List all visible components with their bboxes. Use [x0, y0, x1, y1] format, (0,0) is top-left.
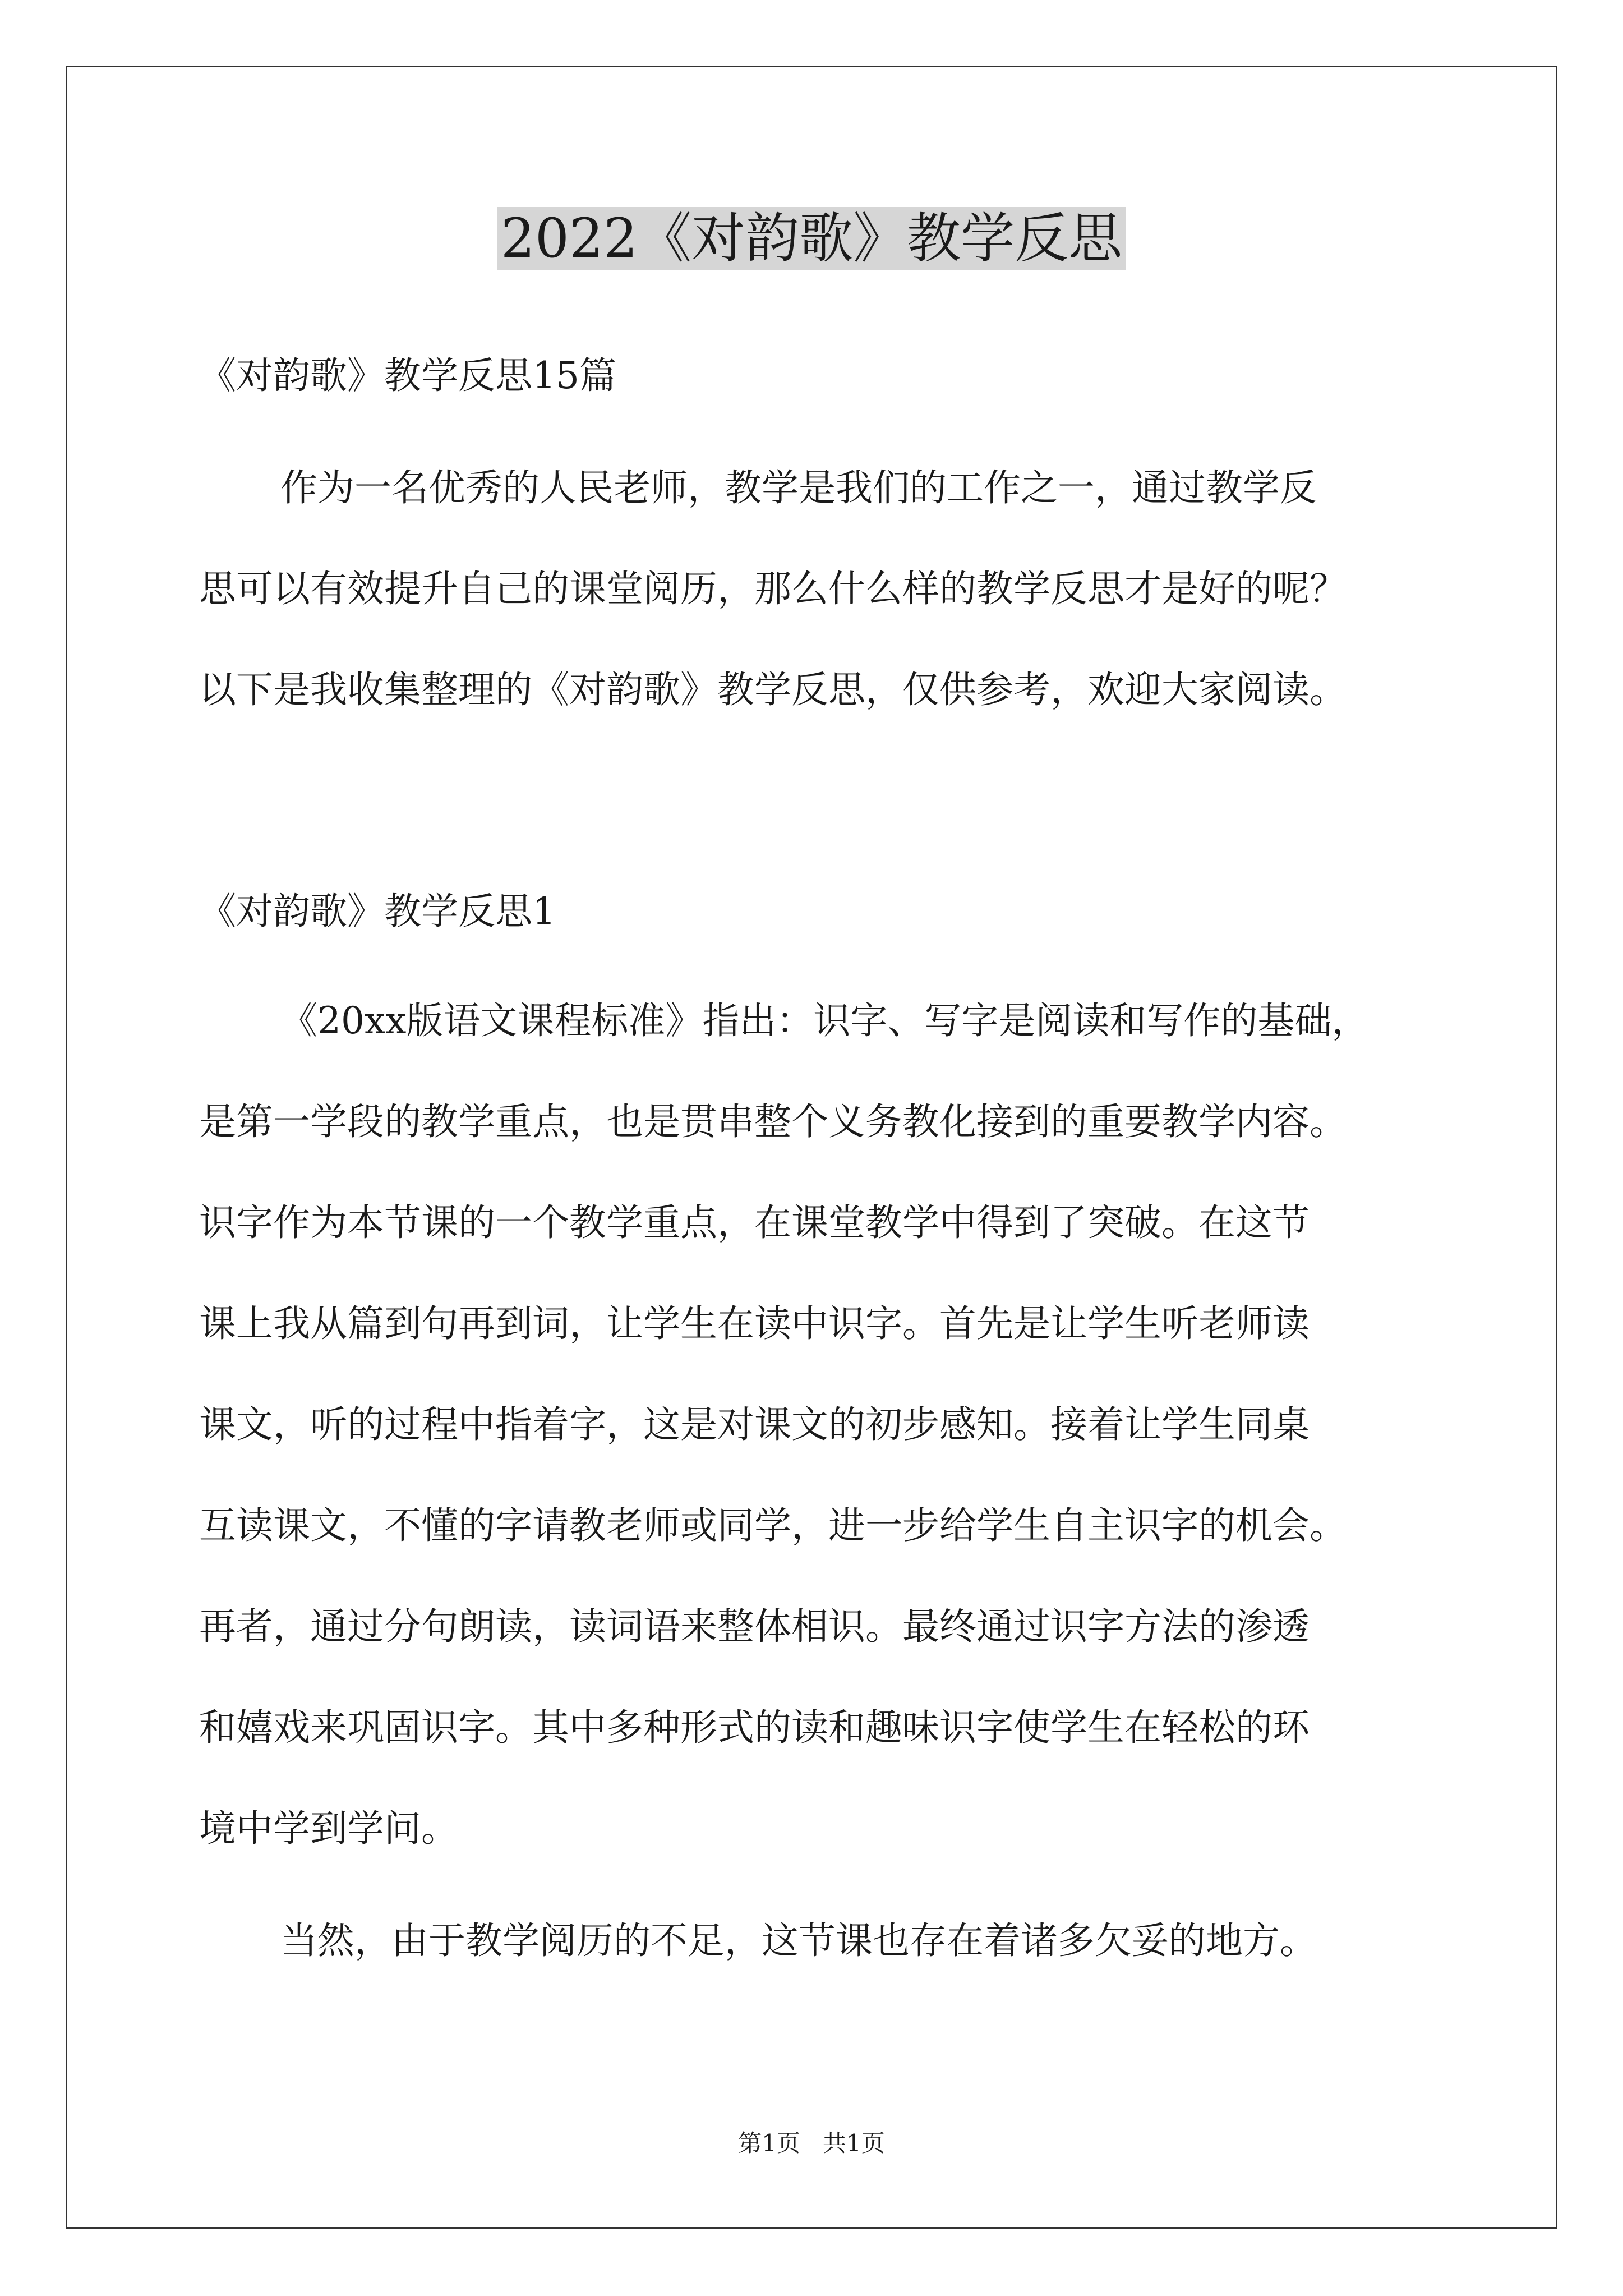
paragraph-line: 《20xx版语文课程标准》指出：识字、写字是阅读和写作的基础， — [280, 999, 1369, 1042]
intro-line: 以下是我收集整理的《对韵歌》教学反思，仅供参考，欢迎大家阅读。 — [199, 668, 1347, 711]
page-footer: 第1页 共1页 — [738, 2129, 885, 2157]
paragraph-line: 和嬉戏来巩固识字。其中多种形式的读和趣味识字使学生在轻松的环 — [199, 1706, 1310, 1749]
intro-line: 思可以有效提升自己的课堂阅历，那么什么样的教学反思才是好的呢？ — [199, 567, 1347, 610]
paragraph-line: 互读课文，不懂的字请教老师或同学，进一步给学生自主识字的机会。 — [199, 1504, 1347, 1547]
paragraph-line: 识字作为本节课的一个教学重点，在课堂教学中得到了突破。在这节 — [199, 1201, 1310, 1244]
paragraph-line: 课上我从篇到句再到词，让学生在读中识字。首先是让学生听老师读 — [199, 1302, 1310, 1345]
section-heading: 《对韵歌》教学反思1 — [199, 890, 556, 933]
paragraph-line: 是第一学段的教学重点，也是贯串整个义务教化接到的重要教学内容。 — [199, 1100, 1347, 1143]
intro-line: 作为一名优秀的人民老师，教学是我们的工作之一，通过教学反 — [280, 466, 1317, 509]
document-subtitle: 《对韵歌》教学反思15篇 — [199, 354, 616, 397]
document-title-text: 2022《对韵歌》教学反思 — [497, 207, 1126, 270]
paragraph-line: 境中学到学问。 — [199, 1807, 458, 1850]
paragraph-line: 课文，听的过程中指着字，这是对课文的初步感知。接着让学生同桌 — [199, 1403, 1310, 1446]
document-title — [0, 199, 1623, 278]
paragraph-line: 再者，通过分句朗读，读词语来整体相识。最终通过识字方法的渗透 — [199, 1605, 1310, 1648]
paragraph-line: 当然，由于教学阅历的不足，这节课也存在着诸多欠妥的地方。 — [280, 1919, 1317, 1962]
